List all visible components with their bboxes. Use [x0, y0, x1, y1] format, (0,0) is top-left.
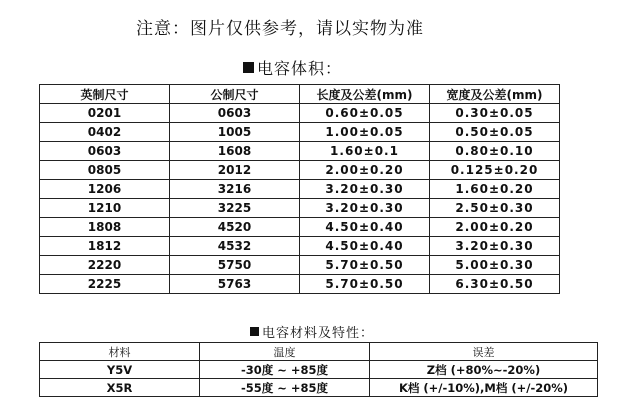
capacitor-size-table	[39, 84, 560, 294]
square-bullet-icon	[250, 327, 259, 336]
table-row	[40, 180, 560, 199]
width-cell: 0.30±0.05	[430, 104, 560, 123]
table-row	[40, 379, 598, 397]
material-cell: X5R	[40, 379, 200, 397]
width-cell: 2.00±0.20	[430, 218, 560, 237]
header-metric-size: 公制尺寸	[170, 85, 300, 104]
width-cell: 0.125±0.20	[430, 161, 560, 180]
metric-size-cell: 5763	[170, 275, 300, 294]
material-cell: Y5V	[40, 361, 200, 379]
imperial-size-cell: 1808	[40, 218, 170, 237]
imperial-size-cell: 1812	[40, 237, 170, 256]
table-row	[40, 361, 598, 379]
temperature-cell: -30度 ~ +85度	[200, 361, 370, 379]
metric-size-cell: 4520	[170, 218, 300, 237]
table-row	[40, 199, 560, 218]
imperial-size-cell: 0201	[40, 104, 170, 123]
imperial-size-cell: 1210	[40, 199, 170, 218]
length-cell: 5.70±0.50	[300, 256, 430, 275]
width-cell: 6.30±0.50	[430, 275, 560, 294]
square-bullet-icon	[243, 62, 254, 73]
metric-size-cell: 1608	[170, 142, 300, 161]
table-row	[40, 123, 560, 142]
metric-size-cell: 5750	[170, 256, 300, 275]
length-cell: 2.00±0.20	[300, 161, 430, 180]
width-cell: 1.60±0.20	[430, 180, 560, 199]
tolerance-cell: Z档 (+80%~-20%)	[370, 361, 598, 379]
width-cell: 2.50±0.30	[430, 199, 560, 218]
table-row	[40, 256, 560, 275]
length-cell: 1.00±0.05	[300, 123, 430, 142]
imperial-size-cell: 0603	[40, 142, 170, 161]
material-heading	[250, 322, 374, 341]
imperial-size-cell: 2225	[40, 275, 170, 294]
width-cell: 5.00±0.30	[430, 256, 560, 275]
capacitor-size-heading	[243, 56, 342, 79]
length-cell: 3.20±0.30	[300, 180, 430, 199]
width-cell: 3.20±0.30	[430, 237, 560, 256]
table-header-row	[40, 343, 598, 361]
metric-size-cell: 3225	[170, 199, 300, 218]
header-width-tolerance: 宽度及公差(mm)	[430, 85, 560, 104]
table-header-row	[40, 85, 560, 104]
width-cell: 0.50±0.05	[430, 123, 560, 142]
table-row	[40, 104, 560, 123]
metric-size-cell: 2012	[170, 161, 300, 180]
temperature-cell: -55度 ~ +85度	[200, 379, 370, 397]
header-imperial-size: 英制尺寸	[40, 85, 170, 104]
tolerance-cell: K档 (+/-10%),M档 (+/-20%)	[370, 379, 598, 397]
material-table	[39, 342, 598, 397]
table-row	[40, 161, 560, 180]
imperial-size-cell: 0805	[40, 161, 170, 180]
table-row	[40, 237, 560, 256]
metric-size-cell: 4532	[170, 237, 300, 256]
width-cell: 0.80±0.10	[430, 142, 560, 161]
length-cell: 3.20±0.30	[300, 199, 430, 218]
header-tolerance: 误差	[370, 343, 598, 361]
notice-text: 注意：图片仅供参考，请以实物为准	[136, 19, 424, 39]
table-row	[40, 218, 560, 237]
imperial-size-cell: 0402	[40, 123, 170, 142]
table-row	[40, 275, 560, 294]
header-material: 材料	[40, 343, 200, 361]
length-cell: 5.70±0.50	[300, 275, 430, 294]
length-cell: 4.50±0.40	[300, 237, 430, 256]
imperial-size-cell: 2220	[40, 256, 170, 275]
capacitor-size-title: 电容体积：	[257, 59, 343, 78]
length-cell: 1.60±0.1	[300, 142, 430, 161]
length-cell: 4.50±0.40	[300, 218, 430, 237]
material-title: 电容材料及特性：	[262, 326, 375, 341]
metric-size-cell: 3216	[170, 180, 300, 199]
imperial-size-cell: 1206	[40, 180, 170, 199]
length-cell: 0.60±0.05	[300, 104, 430, 123]
table-row	[40, 142, 560, 161]
header-temperature: 温度	[200, 343, 370, 361]
metric-size-cell: 0603	[170, 104, 300, 123]
header-length-tolerance: 长度及公差(mm)	[300, 85, 430, 104]
metric-size-cell: 1005	[170, 123, 300, 142]
